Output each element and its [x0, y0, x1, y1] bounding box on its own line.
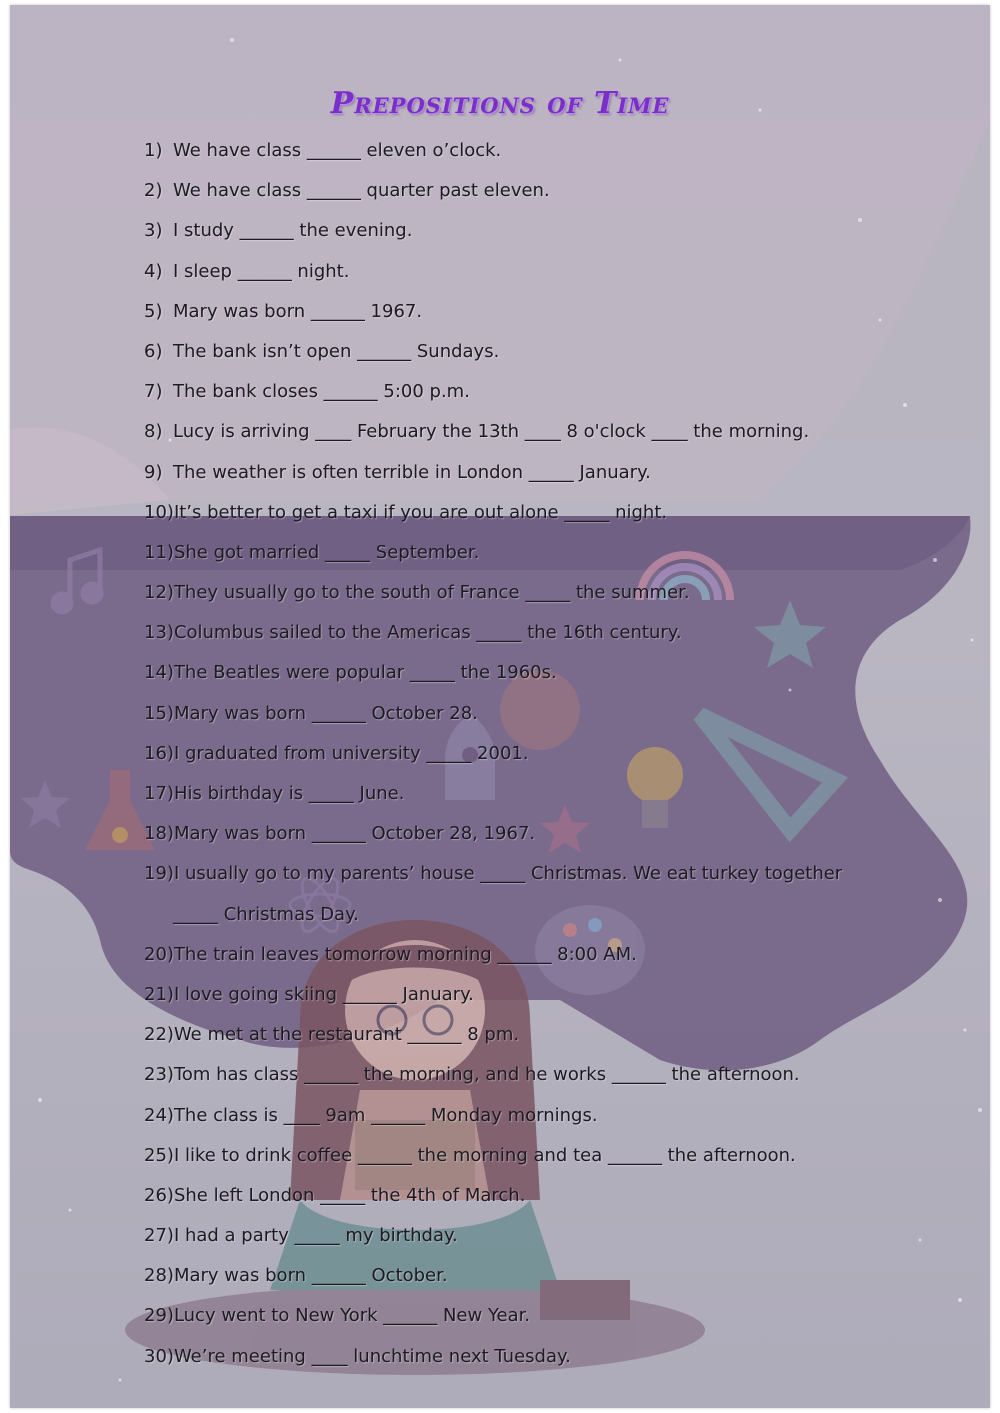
- question-text: We’re meeting ____ lunchtime next Tuesday.: [173, 1345, 571, 1367]
- question-text: _____ Christmas Day.: [173, 903, 359, 925]
- question-text: Mary was born ______ October 28, 1967.: [173, 823, 536, 845]
- question-text: Mary was born ______ October.: [173, 1265, 448, 1287]
- question-number: 10): [144, 501, 174, 523]
- question-item: [144, 498, 864, 538]
- question-item: [144, 136, 864, 176]
- question-number: 2): [144, 180, 163, 202]
- question-list: [144, 136, 864, 1382]
- question-text: I study ______ the evening.: [173, 220, 413, 242]
- question-text: I love going skiing ______ January.: [173, 983, 474, 1005]
- question-item: [144, 699, 864, 739]
- question-number: 22): [144, 1024, 174, 1046]
- question-item-continuation: [144, 900, 864, 940]
- question-text: She got married _____ September.: [173, 541, 480, 563]
- question-item: [144, 980, 864, 1020]
- question-number: 12): [144, 582, 174, 604]
- question-item: [144, 297, 864, 337]
- question-item: [144, 1342, 864, 1382]
- question-text: Tom has class ______ the morning, and he works ______ the afternoon.: [173, 1064, 800, 1086]
- question-item: [144, 618, 864, 658]
- question-item: [144, 538, 864, 578]
- question-text: The Beatles were popular _____ the 1960s.: [173, 662, 557, 684]
- question-text: We have class ______ eleven o’clock.: [173, 140, 502, 161]
- question-number: 14): [144, 662, 174, 684]
- question-item: [144, 1221, 864, 1261]
- question-item: [144, 377, 864, 417]
- question-item: [144, 819, 864, 859]
- question-text: The class is ____ 9am ______ Monday mornings.: [173, 1104, 598, 1126]
- question-number: 11): [144, 541, 174, 563]
- question-number: 21): [144, 983, 174, 1005]
- question-number: 6): [144, 340, 163, 362]
- worksheet-title: Prepositions of Time: [330, 86, 670, 121]
- question-number: 20): [144, 943, 174, 965]
- question-number: 15): [144, 702, 174, 724]
- question-text: The bank isn’t open ______ Sundays.: [173, 340, 500, 362]
- question-text: Lucy went to New York ______ New Year.: [173, 1305, 531, 1327]
- question-text: The train leaves tomorrow morning ______ 8:00 AM.: [173, 943, 637, 965]
- question-item: [144, 779, 864, 819]
- question-number: 19): [144, 863, 174, 885]
- question-item: [144, 1101, 864, 1141]
- question-text: She left London _____ the 4th of March.: [173, 1184, 526, 1206]
- question-item: [144, 1181, 864, 1221]
- question-text: I like to drink coffee ______ the morning and tea ______ the afternoon.: [173, 1144, 796, 1166]
- question-item: [144, 458, 864, 498]
- question-number: 4): [144, 260, 163, 282]
- question-number: 26): [144, 1184, 174, 1206]
- question-number: 16): [144, 742, 174, 764]
- question-text: Mary was born ______ October 28.: [173, 702, 478, 724]
- question-number: 9): [144, 461, 163, 483]
- question-number: 13): [144, 622, 174, 644]
- question-item: [144, 940, 864, 980]
- question-number: 8): [144, 421, 163, 443]
- question-number: 17): [144, 783, 174, 804]
- question-text: It’s better to get a taxi if you are out alone _____ night.: [173, 501, 668, 523]
- question-text: They usually go to the south of France _____ the summer.: [173, 582, 690, 604]
- question-text: I sleep ______ night.: [173, 260, 350, 282]
- question-item: [144, 1020, 864, 1060]
- question-item: [144, 257, 864, 297]
- question-item: [144, 1141, 864, 1181]
- question-text: The bank closes ______ 5:00 p.m.: [173, 381, 470, 403]
- question-number: 30): [144, 1345, 174, 1367]
- question-item: [144, 1060, 864, 1100]
- question-text: I usually go to my parents’ house _____ Christmas. We eat turkey together: [173, 863, 843, 885]
- question-item: [144, 417, 864, 457]
- question-number: 5): [144, 300, 163, 322]
- question-text: Lucy is arriving ____ February the 13th ____ 8 o'clock ____ the morning.: [173, 421, 810, 443]
- question-number: 27): [144, 1225, 174, 1247]
- question-text: Columbus sailed to the Americas _____ the 16th century.: [173, 622, 682, 644]
- question-item: [144, 1261, 864, 1301]
- question-number: 18): [144, 823, 174, 845]
- question-text: Mary was born ______ 1967.: [173, 300, 423, 322]
- question-number: 7): [144, 381, 163, 403]
- question-text: I had a party _____ my birthday.: [173, 1225, 458, 1247]
- question-number: 3): [144, 220, 163, 242]
- question-item: [144, 216, 864, 256]
- question-number: 28): [144, 1265, 174, 1287]
- question-item: [144, 337, 864, 377]
- question-text: We met at the restaurant ______ 8 pm.: [173, 1024, 520, 1046]
- question-item: [144, 1301, 864, 1341]
- question-text: We have class ______ quarter past eleven.: [173, 180, 550, 202]
- question-item: [144, 739, 864, 779]
- question-text: His birthday is _____ June.: [173, 783, 405, 804]
- question-item: [144, 658, 864, 698]
- question-number: 24): [144, 1104, 174, 1126]
- question-text: I graduated from university _____ 2001.: [173, 742, 529, 764]
- question-number: 25): [144, 1144, 174, 1166]
- question-number: 29): [144, 1305, 174, 1327]
- question-number: 23): [144, 1064, 174, 1086]
- question-number: 1): [144, 140, 163, 161]
- question-item: [144, 859, 864, 899]
- question-item: [144, 176, 864, 216]
- question-item: [144, 578, 864, 618]
- question-text: The weather is often terrible in London _____ January.: [173, 461, 651, 483]
